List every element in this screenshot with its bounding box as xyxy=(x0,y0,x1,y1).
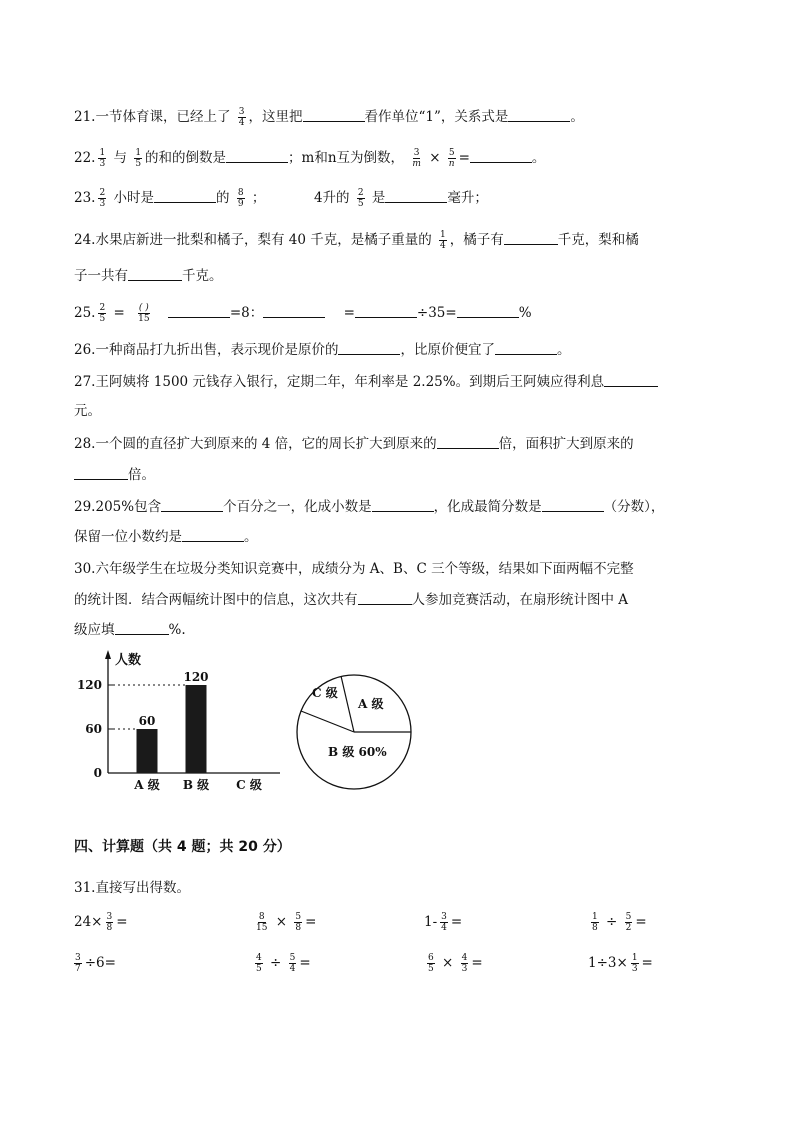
y-axis-label: 人数 xyxy=(115,653,142,668)
answer-blank[interactable] xyxy=(182,527,244,542)
bar-chart xyxy=(70,645,285,795)
question-number: 21. xyxy=(74,109,96,125)
answer-blank[interactable] xyxy=(457,303,519,318)
question-29-line2: 保留一位小数约是 。 xyxy=(74,529,258,545)
calc-item: 1÷3× $\frac{1}{3}$ = xyxy=(588,953,653,974)
fraction: $\frac{1}{4}$ xyxy=(440,230,446,251)
question-29: 29.205%包含 个百分之一，化成小数是 ，化成最简分数是 （分数）， xyxy=(74,499,665,515)
x-tick-label: A 级 xyxy=(134,778,160,792)
calc-item: 24× $\frac{3}{8}$ = xyxy=(74,912,128,933)
x-tick-label: C 级 xyxy=(236,778,262,792)
fraction: $\frac{5}{n}$ xyxy=(448,148,455,169)
question-22: 22. $\frac{1}{3}$ 与 $\frac{1}{5}$ 的和的倒数是 ；m和n互为倒数， $\frac{3}{m}$ × $\frac{5}{n}$ = 。 xyxy=(74,148,546,169)
answer-blank[interactable] xyxy=(154,188,216,203)
question-24-line2: 子一共有 千克。 xyxy=(74,268,223,284)
question-28: 28.一个圆的直径扩大到原来的 4 倍，它的周长扩大到原来的 倍，面积扩大到原来的 xyxy=(74,436,634,452)
fraction: $\frac{2}{5}$ xyxy=(99,303,106,324)
y-tick-label: 120 xyxy=(76,678,102,692)
answer-blank[interactable] xyxy=(385,188,447,203)
calc-item: $\frac{6}{5}$ × $\frac{4}{3}$ = xyxy=(428,953,483,974)
bar xyxy=(186,685,207,773)
question-26: 26.一种商品打九折出售，表示现价是原价的 ，比原价便宜了 。 xyxy=(74,342,571,358)
answer-blank[interactable] xyxy=(504,230,558,245)
fraction: $\frac{2}{3}$ xyxy=(99,188,106,209)
y-tick-label: 60 xyxy=(85,722,102,736)
answer-blank[interactable] xyxy=(372,497,434,512)
answer-blank[interactable] xyxy=(74,465,128,480)
answer-blank[interactable] xyxy=(508,107,570,122)
answer-blank[interactable] xyxy=(161,497,223,512)
question-21: 21.一节体育课，已经上了 $\frac{3}{4}$ ，这里把 看作单位“1”，关系式是 。 xyxy=(74,107,584,128)
answer-blank[interactable] xyxy=(115,620,169,635)
x-tick-label: B 级 xyxy=(182,778,210,792)
question-30: 30.六年级学生在垃圾分类知识竞赛中，成绩分为 A、B、C 三个等级，结果如下面两幅不完整 xyxy=(74,561,634,577)
data-label: 60 xyxy=(138,714,156,728)
answer-blank[interactable] xyxy=(303,107,365,122)
question-30-line2: 的统计图．结合两幅统计图中的信息，这次共有 人参加竞赛活动，在扇形统计图中 A xyxy=(74,592,629,608)
fraction: $\frac{1}{5}$ xyxy=(135,148,142,169)
calc-item: $\frac{4}{5}$ ÷ $\frac{5}{4}$ = xyxy=(256,953,311,974)
y-tick-label: 0 xyxy=(93,766,102,780)
answer-blank[interactable] xyxy=(128,266,182,281)
fraction: $\frac{( )}{15}$ xyxy=(138,303,150,324)
fraction: $\frac{3}{4}$ xyxy=(238,107,245,128)
answer-blank[interactable] xyxy=(338,340,400,355)
section-title: 四、计算题（共 4 题；共 20 分） xyxy=(74,839,291,855)
calc-item: 1- $\frac{3}{4}$ = xyxy=(424,912,463,933)
calc-item: $\frac{3}{7}$ ÷6= xyxy=(75,953,116,974)
question-30-line3: 级应填 %. xyxy=(74,622,186,638)
answer-blank[interactable] xyxy=(358,590,412,605)
fraction: $\frac{8}{9}$ xyxy=(237,188,244,209)
pie-label-a: A 级 xyxy=(358,697,384,711)
question-28-line2: 倍。 xyxy=(74,465,155,485)
question-27: 27.王阿姨将 1500 元钱存入银行，定期二年，年利率是 2.25%。到期后王阿姨应得利息 xyxy=(74,372,658,392)
data-label: 120 xyxy=(183,670,209,684)
pie-label-c: C 级 xyxy=(312,686,338,700)
question-27-line2: 元。 xyxy=(74,403,101,419)
answer-blank[interactable] xyxy=(604,372,658,387)
fraction: $\frac{2}{5}$ xyxy=(357,188,364,209)
question-23: 23. $\frac{2}{3}$ 小时是 的 $\frac{8}{9}$ ； 4升的 $\frac{2}{5}$ 是 毫升； xyxy=(74,188,488,209)
answer-blank[interactable] xyxy=(495,340,557,355)
fraction: $\frac{3}{m}$ xyxy=(412,148,421,169)
calc-item: $\frac{1}{8}$ ÷ $\frac{5}{2}$ = xyxy=(592,912,647,933)
answer-blank[interactable] xyxy=(226,148,288,163)
question-31: 31.直接写出得数。 xyxy=(74,880,190,896)
pie-label-b: B 级 60% xyxy=(328,745,387,759)
answer-blank[interactable] xyxy=(263,303,325,318)
answer-blank[interactable] xyxy=(437,434,499,449)
calc-item: $\frac{8}{15}$ × $\frac{5}{8}$ = xyxy=(256,912,317,933)
answer-blank[interactable] xyxy=(470,148,532,163)
fraction: $\frac{1}{3}$ xyxy=(99,148,106,169)
answer-blank[interactable] xyxy=(168,303,230,318)
y-axis-arrow xyxy=(105,650,111,659)
question-25: 25. $\frac{2}{5}$ = $\frac{( )}{15}$ =8： = ÷35= % xyxy=(74,303,532,324)
answer-blank[interactable] xyxy=(355,303,417,318)
pie-chart xyxy=(292,648,417,798)
question-24: 24.水果店新进一批梨和橘子，梨有 40 千克，是橘子重量的 $\frac{1}{4}$ ，橘子有 千克，梨和橘 xyxy=(74,230,639,251)
bar xyxy=(137,729,158,773)
answer-blank[interactable] xyxy=(542,497,604,512)
